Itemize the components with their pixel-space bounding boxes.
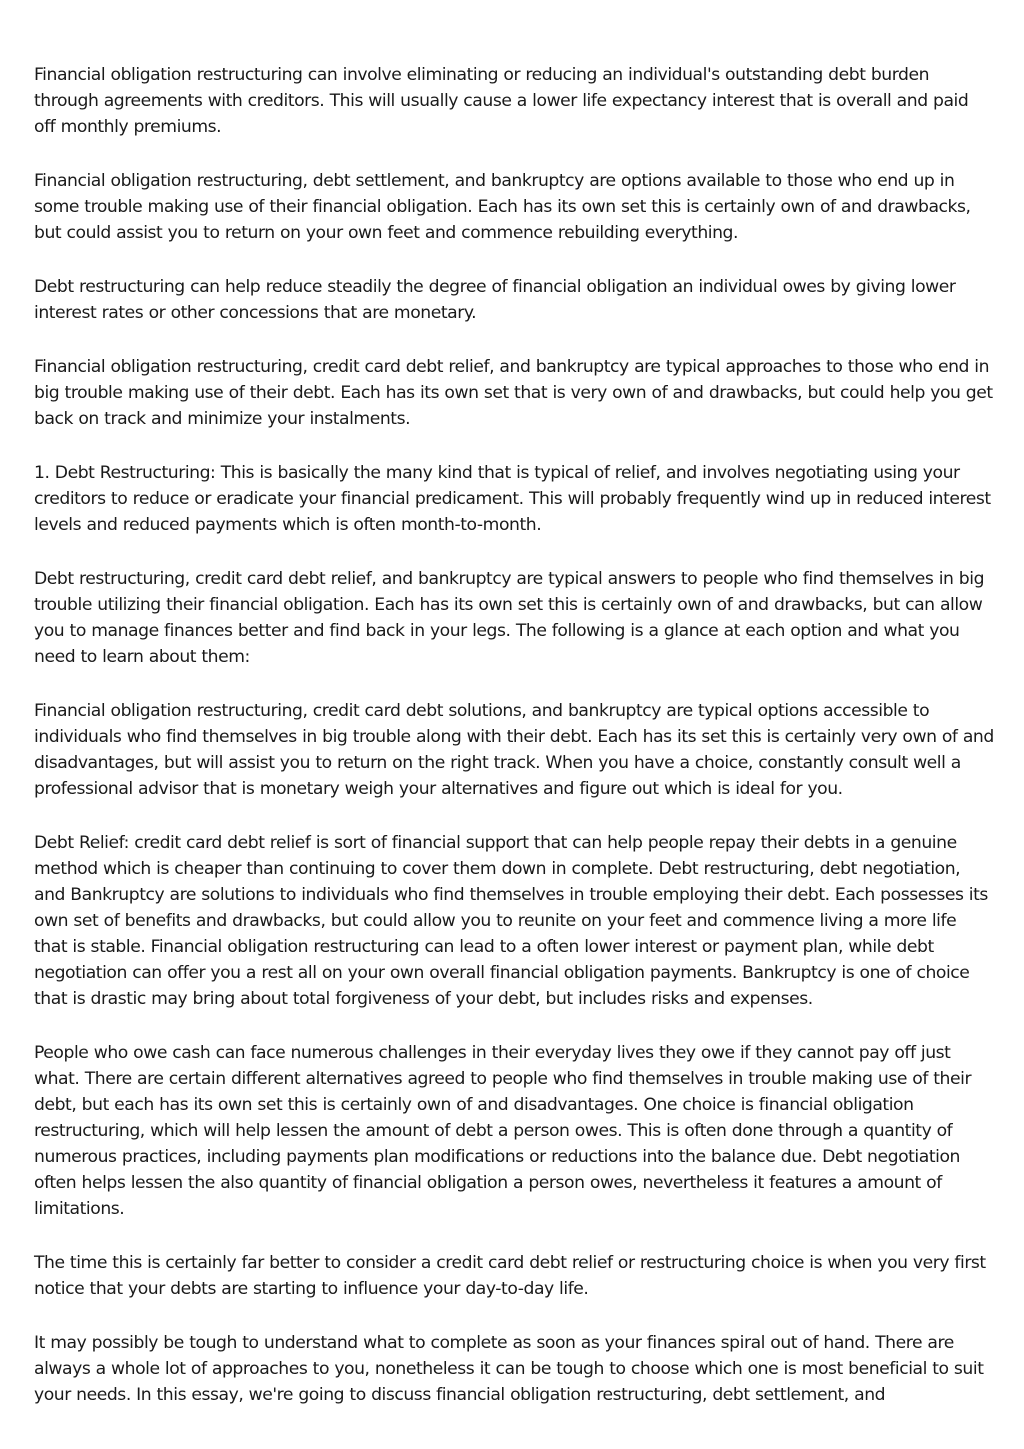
paragraph-1: Financial obligation restructuring can involve eliminating or reducing an individual's outstanding debt burden through agreements with creditors. This will usually cause a lower life expectancy interest that is overall and paid off monthly premiums. [34, 65, 969, 137]
document-body [34, 62, 994, 1436]
paragraph-8: Debt Relief: credit card debt relief is sort of financial support that can help people repay their debts in a genuine method which is cheaper than continuing to cover them down in complete. Debt restructuring, debt negotiation, and Bankruptcy are solutions to individuals who find themselves in trouble employing their debt. Each possesses its own set of benefits and drawbacks, but could allow you to reunite on your feet and commence living a more life that is stable. Financial obligation restructuring can lead to a often lower interest or payment plan, while debt negotiation can offer you a rest all on your own overall financial obligation payments. Bankruptcy is one of choice that is drastic may bring about total forgiveness of your debt, but includes risks and expenses. [34, 833, 988, 1009]
paragraph-4: Financial obligation restructuring, credit card debt relief, and bankruptcy are typical approaches to those who end in big trouble making use of their debt. Each has its own set that is very own of and drawbacks, but could help you get back on track and minimize your instalments. [34, 357, 993, 429]
paragraph-9: People who owe cash can face numerous challenges in their everyday lives they owe if they cannot pay off just what. There are certain different alternatives agreed to people who find themselves in trouble making use of their debt, but each has its own set this is certainly own of and disadvantages. One choice is financial obligation restructuring, which will help lessen the amount of debt a person owes. This is often done through a quantity of numerous practices, including payments plan modifications or reductions into the balance due. Debt negotiation often helps lessen the also quantity of financial obligation a person owes, nevertheless it features a amount of limitations. [34, 1043, 972, 1219]
paragraph-5: 1. Debt Restructuring: This is basically the many kind that is typical of relief, and involves negotiating using your creditors to reduce or eradicate your financial predicament. This will probably frequently wind up in reduced interest levels and reduced payments which is often month-to-month. [34, 463, 991, 535]
paragraph-3: Debt restructuring can help reduce steadily the degree of financial obligation an individual owes by giving lower interest rates or other concessions that are monetary. [34, 277, 956, 323]
paragraph-2: Financial obligation restructuring, debt settlement, and bankruptcy are options available to those who end up in some trouble making use of their financial obligation. Each has its own set this is certainly own of and drawbacks, but could assist you to return on your own feet and commence rebuilding everything. [34, 171, 971, 243]
paragraph-7: Financial obligation restructuring, credit card debt solutions, and bankruptcy are typical options accessible to individuals who find themselves in big trouble along with their debt. Each has its set this is certainly very own of and disadvantages, but will assist you to return on the right track. When you have a choice, constantly consult well a professional advisor that is monetary weigh your alternatives and figure out which is ideal for you. [34, 701, 994, 799]
paragraph-11: It may possibly be tough to understand what to complete as soon as your finances spiral out of hand. There are always a whole lot of approaches to you, nonetheless it can be tough to choose which one is most beneficial to suit your needs. In this essay, we're going to discuss financial obligation restructuring, debt settlement, and [34, 1333, 984, 1405]
paragraph-6: Debt restructuring, credit card debt relief, and bankruptcy are typical answers to people who find themselves in big trouble utilizing their financial obligation. Each has its own set this is certainly own of and drawbacks, but can allow you to manage finances better and find back in your legs. The following is a glance at each option and what you need to learn about them: [34, 569, 985, 667]
paragraph-10: The time this is certainly far better to consider a credit card debt relief or restructuring choice is when you very first notice that your debts are starting to influence your day-to-day life. [34, 1253, 986, 1299]
